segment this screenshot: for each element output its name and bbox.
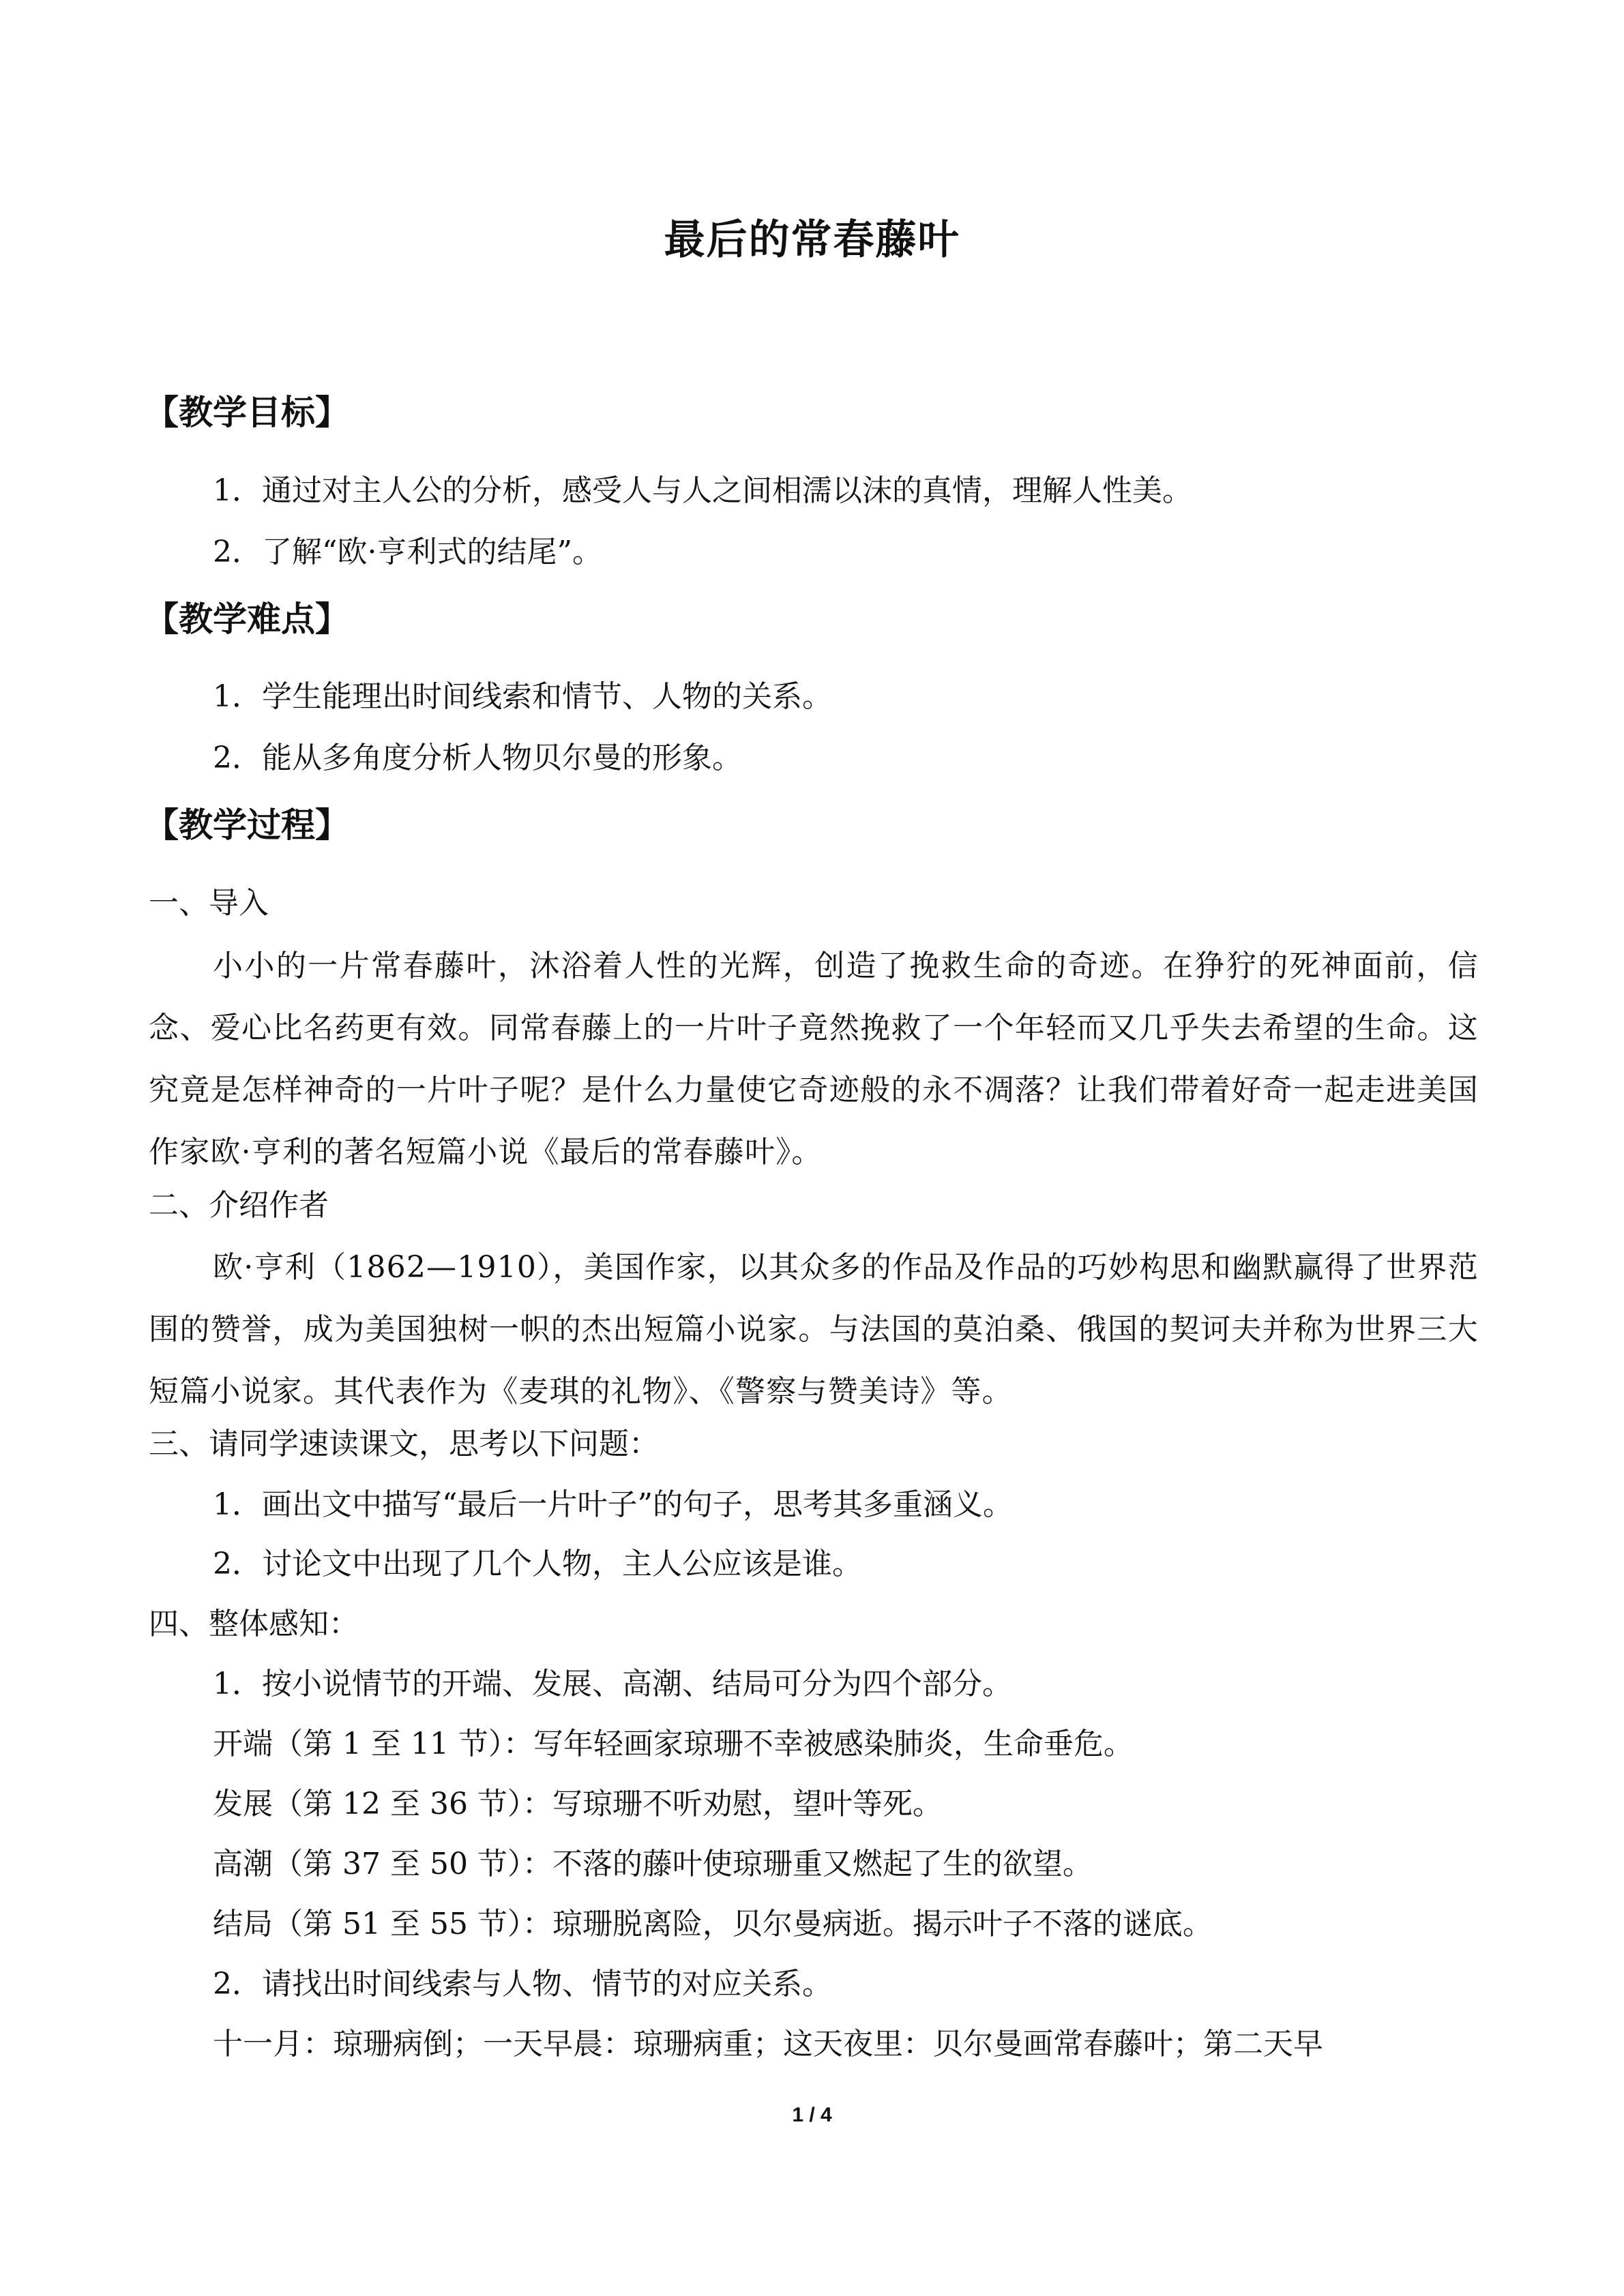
overview-item-7: 十一月：琼珊病倒；一天早晨：琼珊病重；这天夜里：贝尔曼画常春藤叶；第二天早 xyxy=(213,2027,1323,2061)
question-item-2: 2．讨论文中出现了几个人物，主人公应该是谁。 xyxy=(213,1547,862,1581)
section-author-title: 二、介绍作者 xyxy=(149,1188,329,1223)
overview-item-5: 结局（第 51 至 55 节）：琼珊脱离险，贝尔曼病逝。揭示叶子不落的谜底。 xyxy=(213,1907,1213,1941)
overview-item-2: 开端（第 1 至 11 节）：写年轻画家琼珊不幸被感染肺炎，生命垂危。 xyxy=(213,1727,1134,1761)
overview-item-3: 发展（第 12 至 36 节）：写琼珊不听劝慰，望叶等死。 xyxy=(213,1787,943,1821)
overview-item-6: 2．请找出时间线索与人物、情节的对应关系。 xyxy=(213,1967,832,2001)
page-number: 1 / 4 xyxy=(792,2104,832,2126)
question-item-1: 1．画出文中描写“最后一片叶子”的句子，思考其多重涵义。 xyxy=(213,1487,1013,1522)
section-author-paragraph: 欧·亨利（1862—1910），美国作家，以其众多的作品及作品的巧妙构思和幽默赢得了世界范围的赞誉，成为美国独树一帜的杰出短篇小说家。与法国的莫泊桑、俄国的契诃夫并称为世界三大短篇小说家。其代表作为《麦琪的礼物》、《警察与赞美诗》等。 xyxy=(149,1250,1479,1409)
goal-item-1: 1．通过对主人公的分析，感受人与人之间相濡以沫的真情，理解人性美。 xyxy=(213,473,1192,508)
overview-item-1: 1．按小说情节的开端、发展、高潮、结局可分为四个部分。 xyxy=(213,1667,1012,1701)
overview-item-4: 高潮（第 37 至 50 节）：不落的藤叶使琼珊重又燃起了生的欲望。 xyxy=(213,1847,1093,1881)
section-intro-title: 一、导入 xyxy=(149,886,269,921)
section-questions-title: 三、请同学速读课文，思考以下问题： xyxy=(149,1427,659,1461)
heading-teaching-difficulties: 【教学难点】 xyxy=(145,599,349,639)
heading-teaching-process: 【教学过程】 xyxy=(145,805,349,845)
difficulty-item-2: 2．能从多角度分析人物贝尔曼的形象。 xyxy=(213,741,742,775)
heading-teaching-goals: 【教学目标】 xyxy=(145,393,349,432)
difficulty-item-1: 1．学生能理出时间线索和情节、人物的关系。 xyxy=(213,679,832,714)
document-title: 最后的常春藤叶 xyxy=(664,216,960,264)
goal-item-2: 2．了解“欧·亨利式的结尾”。 xyxy=(213,535,602,569)
section-overview-title: 四、整体感知： xyxy=(149,1607,359,1641)
section-intro-paragraph: 小小的一片常春藤叶，沐浴着人性的光辉，创造了挽救生命的奇迹。在狰狞的死神面前，信念、爱心比名药更有效。同常春藤上的一片叶子竟然挽救了一个年轻而又几乎失去希望的生命。这究竟是怎样神奇的一片叶子呢？是什么力量使它奇迹般的永不凋落？让我们带着好奇一起走进美国作家欧·亨利的著名短篇小说《最后的常春藤叶》。 xyxy=(149,949,1479,1169)
